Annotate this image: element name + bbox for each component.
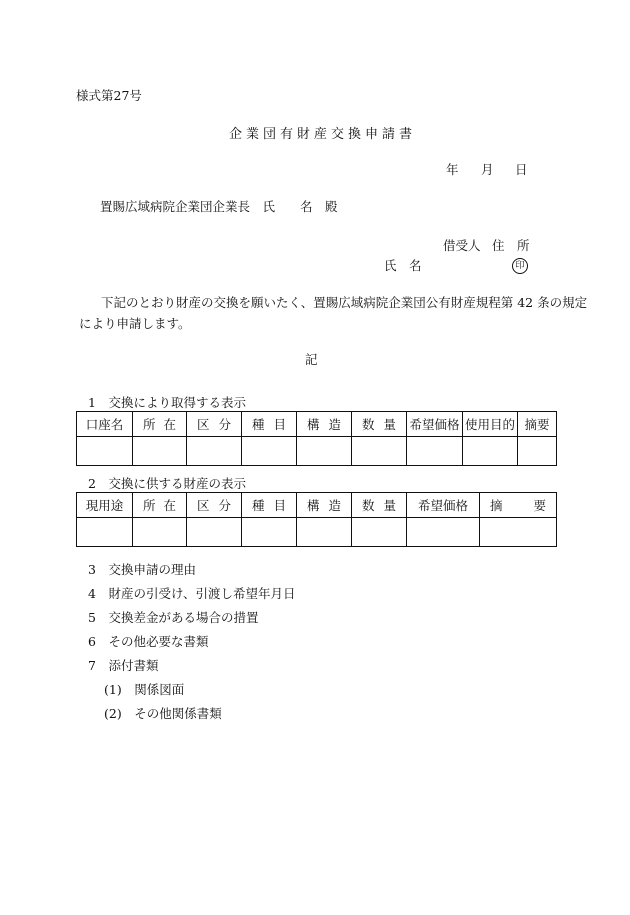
attachment-1: (1) 関係図面 — [104, 682, 185, 697]
cell-location[interactable] — [133, 437, 187, 466]
document-title: 企業団有財産交換申請書 — [229, 127, 417, 142]
form-number: 様式第27号 — [76, 88, 142, 103]
item-6: 6 その他必要な書類 — [88, 634, 209, 649]
date-day-label: 日 — [515, 162, 528, 177]
col-quantity: 数 量 — [352, 493, 407, 518]
col-structure: 構 造 — [297, 493, 352, 518]
col-location: 所 在 — [133, 412, 187, 437]
item-4: 4 財産の引受け、引渡し希望年月日 — [88, 586, 296, 601]
col-quantity: 数 量 — [352, 412, 407, 437]
section2-heading: 2 交換に供する財産の表示 — [88, 476, 246, 491]
cell-structure[interactable] — [297, 437, 352, 466]
ki-heading: 記 — [305, 352, 318, 367]
table-row — [77, 437, 557, 466]
table-row — [77, 518, 557, 547]
seal-mark: 印 — [512, 258, 528, 274]
body-text-line2: により申請します。 — [79, 316, 191, 331]
item-3: 3 交換申請の理由 — [88, 562, 196, 577]
cell-location[interactable] — [133, 518, 187, 547]
cell-remarks[interactable] — [480, 518, 557, 547]
cell-quantity[interactable] — [352, 518, 407, 547]
cell-classification[interactable] — [187, 518, 242, 547]
date-month-label: 月 — [481, 162, 494, 177]
seal-icon — [512, 256, 528, 274]
cell-remarks[interactable] — [518, 437, 557, 466]
col-classification: 区 分 — [187, 493, 242, 518]
cell-quantity[interactable] — [352, 437, 407, 466]
applicant-name-label: 氏 名 — [384, 258, 422, 273]
cell-desired-price[interactable] — [407, 518, 480, 547]
cell-kouza-name[interactable] — [77, 437, 133, 466]
col-remarks: 摘 要 — [480, 493, 557, 518]
item-7: 7 添付書類 — [88, 658, 159, 673]
col-kouza-name: 口座名 — [77, 412, 133, 437]
cell-classification[interactable] — [187, 437, 242, 466]
cell-purpose[interactable] — [463, 437, 518, 466]
col-type: 種 目 — [242, 493, 297, 518]
addressee: 置賜広域病院企業団企業長 氏 名 殿 — [100, 199, 338, 214]
item-5: 5 交換差金がある場合の措置 — [88, 610, 259, 625]
cell-type[interactable] — [242, 437, 297, 466]
col-remarks: 摘要 — [518, 412, 557, 437]
body-text-line1: 下記のとおり財産の交換を願いたく、置賜広域病院企業団公有財産規程第 42 条の規定 — [101, 295, 588, 310]
col-type: 種 目 — [242, 412, 297, 437]
acquired-property-table — [76, 411, 557, 466]
col-desired-price: 希望価格 — [407, 412, 463, 437]
cell-current-use[interactable] — [77, 518, 133, 547]
col-current-use: 現用途 — [77, 493, 133, 518]
cell-type[interactable] — [242, 518, 297, 547]
applicant-address-label: 住 所 — [492, 238, 530, 253]
col-classification: 区 分 — [187, 412, 242, 437]
col-desired-price: 希望価格 — [407, 493, 480, 518]
col-structure: 構 造 — [297, 412, 352, 437]
attachment-2: (2) その他関係書類 — [104, 706, 222, 721]
section1-heading: 1 交換により取得する表示 — [88, 395, 246, 410]
cell-structure[interactable] — [297, 518, 352, 547]
date-year-label: 年 — [446, 162, 459, 177]
offered-property-table — [76, 492, 557, 547]
applicant-label: 借受人 — [443, 238, 481, 253]
col-location: 所 在 — [133, 493, 187, 518]
col-purpose: 使用目的 — [463, 412, 518, 437]
cell-desired-price[interactable] — [407, 437, 463, 466]
